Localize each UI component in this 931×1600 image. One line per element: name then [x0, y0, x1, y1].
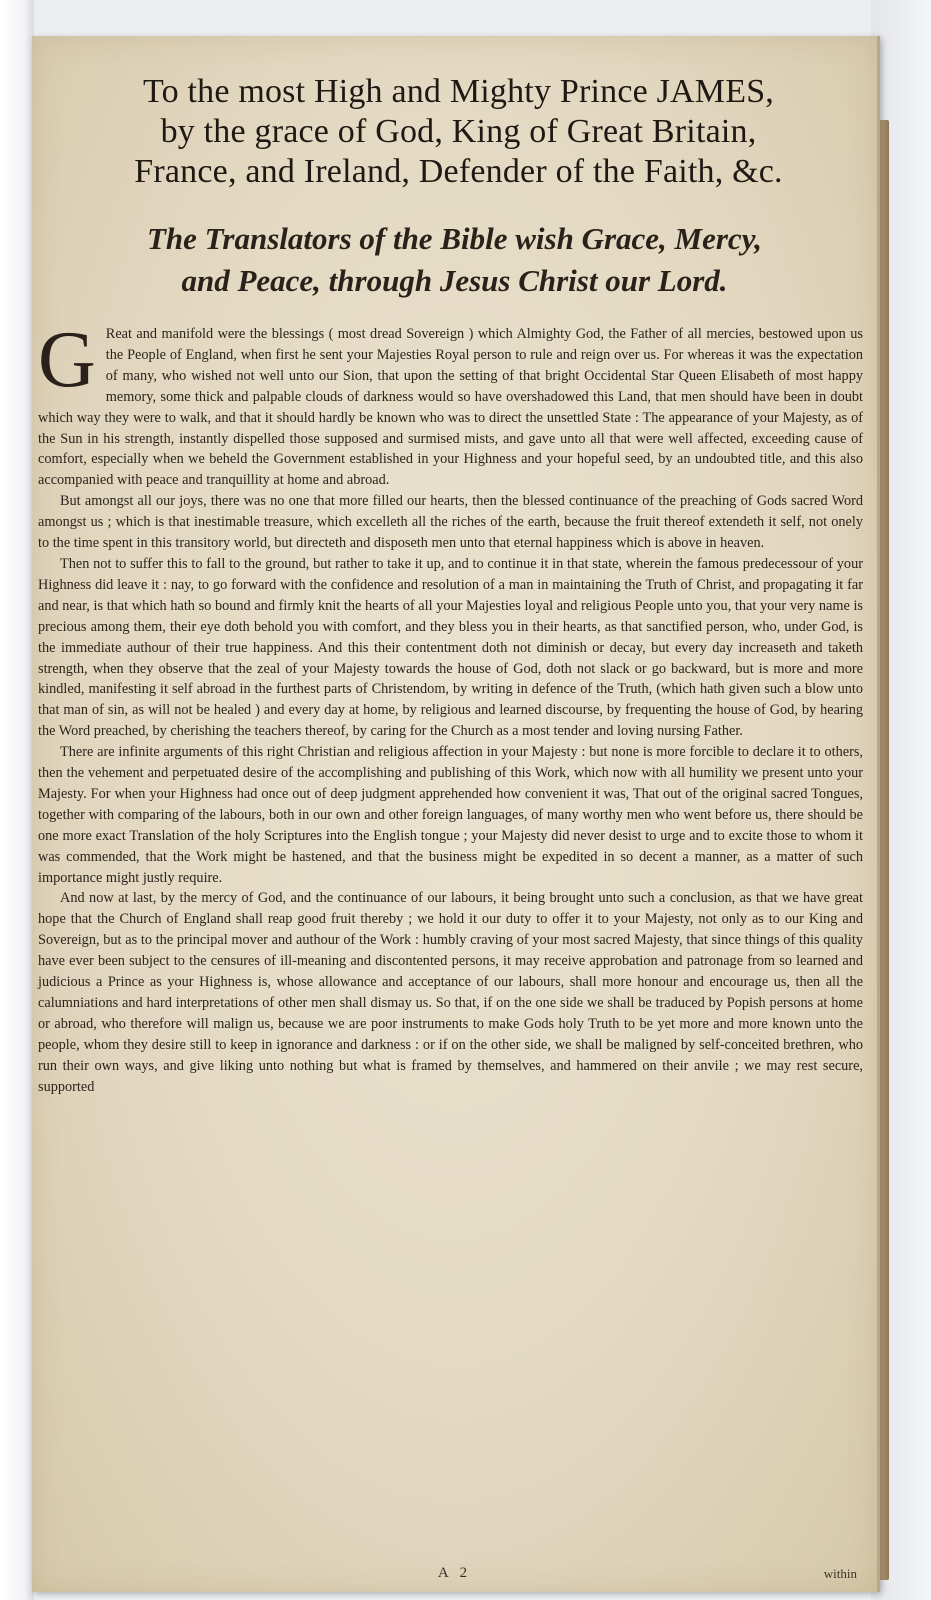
subheading-line-1: The Translators of the Bible wish Grace, Mercy, [146, 221, 763, 256]
dedication-heading [32, 36, 877, 192]
paragraph-2: But amongst all our joys, there was no one that more filled our hearts, then the blessed continuance of the preaching of Gods sacred Word amongst us ; which is that inestimable treasure, which excelleth all the riches of the earth, because the fruit thereof extendeth it self, not onely to the time spent in this transitory world, but directeth and disposeth men unto that eternal happiness which is above in heaven. [38, 493, 863, 552]
heading-line-2: by the grace of God, King of Great Britain, [160, 113, 757, 150]
paragraph-1-text: Reat and manifold were the blessings ( most dread Sovereign ) which Almighty God, the Father of all mercies, bestowed upon us the People of England, when first he sent your Majesties Royal person to rule and reign over us. For whereas it was the expectation of many, who wished not well unto our Sion, that upon the setting of that bright Occidental Star Queen Elisabeth of most happy memory, some thick and palpable clouds of darkness would so have overshadowed this Land, that men should have been in doubt which way they were to walk, and that it should hardly be known who was to direct the unsettled State : The appearance of your Majesty, as of the Sun in his strength, instantly dispelled those supposed and surmised mists, and gave unto all that were well affected, exceeding cause of comfort, especially when we beheld the Government established in your Highness and your hopeful seed, by an undoubted title, and this also accompanied with peace and tranquillity at home and abroad. [38, 326, 863, 489]
drop-cap: G [38, 316, 96, 404]
subheading-line-2: and Peace, through Jesus Christ our Lord. [181, 263, 728, 298]
book-page [32, 36, 880, 1592]
heading-line-1: To the most High and Mighty Prince JAMES, [142, 73, 775, 110]
background-left [0, 0, 34, 1600]
signature-mark: A 2 [437, 1565, 472, 1581]
paragraph-3: Then not to suffer this to fall to the ground, but rather to take it up, and to continue it in that state, wherein the famous predecessour of your Highness did leave it : nay, to go forward with the confidence and resolution of a man in maintaining the Truth of Christ, and propagating it far and near, is that which hath so bound and firmly knit the hearts of all your Majesties loyal and religious People unto you, that your very name is precious among them, their eye doth behold you with comfort, and they bless you in their hearts, as that sanctified person, who, under God, is the immediate authour of their true happiness. And this their contentment doth not diminish or decay, but every day increaseth and taketh strength, when they observe that the zeal of your Majesty towards the house of God, doth not slack or go backward, but is more and more kindled, manifesting it self abroad in the furthest parts of Christendom, by writing in defence of the Truth, (which hath given such a blow unto that man of sin, as will not be healed ) and every day at home, by religious and learned discourse, by frequenting the house of God, by hearing the Word preached, by cherishing the teachers thereof, by caring for the Church as a most tender and loving nursing Father. [38, 555, 863, 740]
catchword: within [823, 1566, 857, 1581]
paragraph-1 [38, 316, 863, 491]
dedication-subheading [32, 218, 877, 302]
paragraph-4: There are infinite arguments of this right Christian and religious affection in your Majesty : but none is more forcible to declare it to others, then the vehement and perpetuated desire of the accomplishing and publishing of this Work, which now with all humility we present unto your Majesty. For when your Highness had once out of deep judgment apprehended how convenient it was, That out of the original sacred Tongues, together with comparing of the labours, both in our own and other foreign languages, of many worthy men who went before us, there should be one more exact Translation of the holy Scriptures into the English tongue ; your Majesty did never desist to urge and to excite those to whom it was commended, that the Work might be hastened, and that the business might be expedited in so decent a manner, as a matter of such importance might justly require. [38, 744, 863, 886]
paragraph-5: And now at last, by the mercy of God, and the continuance of our labours, it being brought unto such a conclusion, as that we have great hope that the Church of England shall reap good fruit thereby ; we hold it our duty to offer it to your Majesty, not only as to our King and Sovereign, but as to the principal mover and authour of the Work : humbly craving of your most sacred Majesty, that since things of this quality have ever been subject to the censures of ill-meaning and discontented persons, it may receive approbation and patronage from so learned and judicious a Prince as your Highness is, whose allowance and acceptance of our labours, shall more honour and encourage us, then all the calumniations and hard interpretations of other men shall dismay us. So that, if on the one side we shall be traduced by Popish persons at home or abroad, who therefore will malign us, because we are poor instruments to make Gods holy Truth to be yet more and more known unto the people, whom they desire still to keep in ignorance and darkness : or if on the other side, we shall be maligned by self-conceited brethren, who run their own ways, and give liking unto nothing but what is framed by themselves, and hammered on their anvile ; we may rest secure, supported [38, 890, 863, 1095]
heading-line-3: France, and Ireland, Defender of the Faith, &c. [134, 153, 783, 190]
dedication-body [32, 302, 877, 1098]
